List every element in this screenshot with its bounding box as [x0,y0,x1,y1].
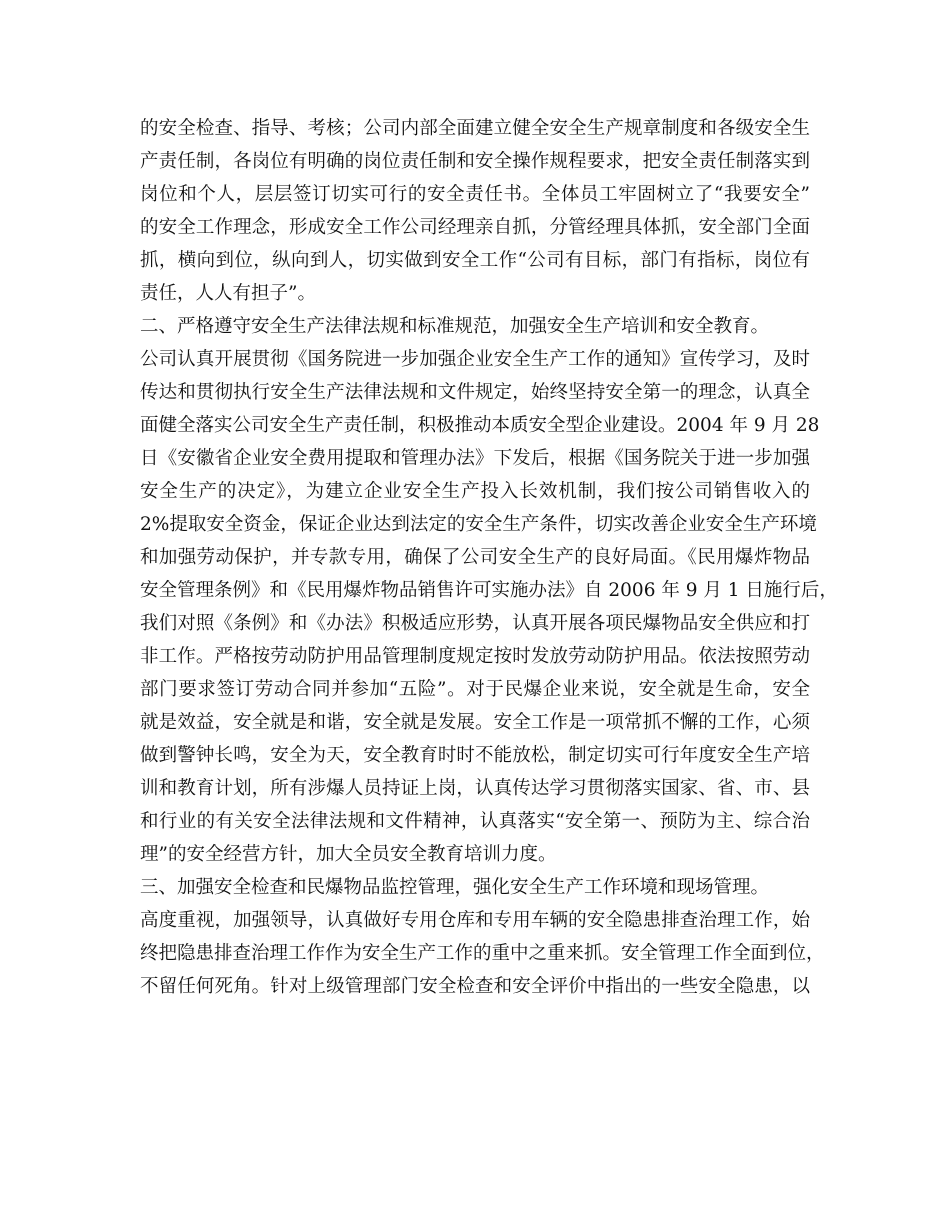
text-line: 和加强劳动保护，并专款专用，确保了公司安全生产的良好局面。《民用爆炸物品 [140,547,810,568]
text-line: 公司认真开展贯彻《国务院进一步加强企业安全生产工作的通知》宣传学习，及时 [140,349,810,370]
text-line: 安全生产的决定》，为建立企业安全生产投入长效机制，我们按公司销售收入的 [140,481,810,502]
text-line: 的安全工作理念，形成安全工作公司经理亲自抓，分管经理具体抓，安全部门全面 [140,217,810,238]
text-line: 岗位和个人，层层签订切实可行的安全责任书。全体员工牢固树立了“我要安全” [140,184,810,205]
text-line: 安全管理条例》和《民用爆炸物品销售许可实施办法》自 2006 年 9 月 1 日施行后， [140,580,838,601]
text-line: 传达和贯彻执行安全生产法律法规和文件规定，始终坚持安全第一的理念，认真全 [140,382,810,403]
text-line: 责任，人人有担子”。 [140,283,316,304]
text-line: 二、严格遵守安全生产法律法规和标准规范，加强安全生产培训和安全教育。 [140,316,770,337]
text-line: 三、加强安全检查和民爆物品监控管理，强化安全生产工作环境和现场管理。 [140,877,770,898]
text-line: 抓，横向到位，纵向到人，切实做到安全工作“公司有目标，部门有指标，岗位有 [140,250,810,271]
text-line: 产责任制，各岗位有明确的岗位责任制和安全操作规程要求，把安全责任制落实到 [140,151,810,172]
text-line: 和行业的有关安全法律法规和文件精神，认真落实“安全第一、预防为主、综合治 [140,811,810,832]
text-line: 不留任何死角。针对上级管理部门安全检查和安全评价中指出的一些安全隐患，以 [140,976,810,997]
text-line: 终把隐患排查治理工作作为安全生产工作的重中之重来抓。安全管理工作全面到位， [140,943,825,964]
document-body [140,112,838,1003]
text-line: 日《安徽省企业安全费用提取和管理办法》下发后，根据《国务院关于进一步加强 [140,448,810,469]
text-line: 高度重视，加强领导，认真做好专用仓库和专用车辆的安全隐患排查治理工作，始 [140,910,810,931]
text-line: 做到警钟长鸣，安全为天，安全教育时时不能放松，制定切实可行年度安全生产培 [140,745,810,766]
text-line: 理”的安全经营方针，加大全员安全教育培训力度。 [140,844,557,865]
text-line: 我们对照《条例》和《办法》积极适应形势，认真开展各项民爆物品安全供应和打 [140,613,810,634]
text-line: 部门要求签订劳动合同并参加“五险”。对于民爆企业来说，安全就是生命，安全 [140,679,810,700]
text-line: 就是效益，安全就是和谐，安全就是发展。安全工作是一项常抓不懈的工作，心须 [140,712,810,733]
text-line: 训和教育计划，所有涉爆人员持证上岗，认真传达学习贯彻落实国家、省、市、县 [140,778,810,799]
text-line: 2%提取安全资金，保证企业达到法定的安全生产条件，切实改善企业安全生产环境 [140,514,817,535]
text-line: 非工作。严格按劳动防护用品管理制度规定按时发放劳动防护用品。依法按照劳动 [140,646,810,667]
text-line: 的安全检查、指导、考核；公司内部全面建立健全安全生产规章制度和各级安全生 [140,118,810,139]
text-line: 面健全落实公司安全生产责任制，积极推动本质安全型企业建设。2004 年 9 月 28 [140,415,820,436]
